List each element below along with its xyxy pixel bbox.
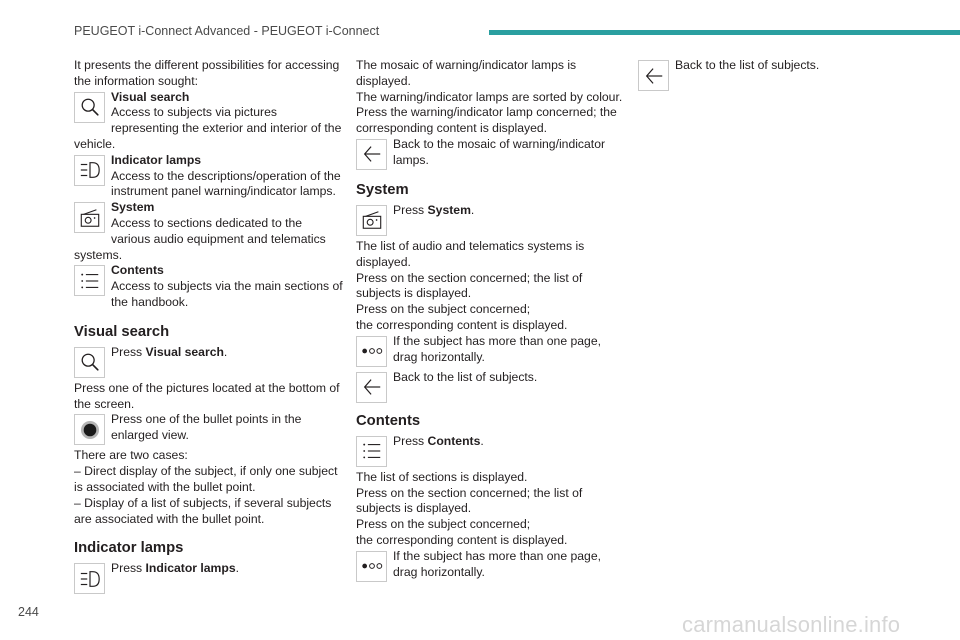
option-title: Contents [111,263,164,278]
list-icon [356,436,387,467]
system-text-2: Press on the section concerned; the list of subjects is displayed. [356,270,583,301]
mosaic-text: The mosaic of warning/indicator lamps is displayed. [356,58,577,88]
indicator-lamps-icon [74,155,105,186]
contents-text-1: The list of sections is displayed. [356,469,528,484]
option-title: Indicator lamps [111,152,202,167]
magnifier-icon [74,347,105,378]
intro-text: It presents the different possibilities for accessing the information sought: [74,58,340,88]
system-drag: If the subject has more than one page, drag horizontally. [356,334,624,370]
radio-icon [356,205,387,236]
back-to-mosaic: Back to the mosaic of warning/indicator lamps. [356,137,624,173]
contents-text-2: Press on the section concerned; the list of subjects is displayed. [356,485,583,516]
page-dots-icon [356,336,387,367]
press-indicator-lamps: Press Indicator lamps. [74,561,344,597]
system-back: Back to the list of subjects. [356,370,624,406]
magnifier-icon [74,92,105,123]
contents-drag: If the subject has more than one page, drag horizontally. [356,549,624,585]
system-text-1: The list of audio and telematics systems is displayed. [356,238,585,269]
option-contents [74,263,344,310]
system-heading: System [356,181,409,198]
option-title: System [111,200,155,215]
contents-heading: Contents [356,412,421,429]
contents-text-3: Press on the subject concerned; [356,517,531,532]
sorted-text: The warning/indicator lamps are sorted by colour. [356,89,623,104]
press-lamp-text: Press the warning/indicator lamp concerned; the corresponding content is displayed. [356,105,617,136]
press-bullet-point: Press one of the bullet points in the enlarged view. [74,412,344,448]
option-text: Access to subjects via pictures representing the exterior and interior of the vehicle. [74,105,342,151]
press-contents: Press Contents. [356,434,624,470]
middle-column [356,58,624,585]
contents-text-4: the corresponding content is displayed. [356,532,568,547]
press-visual-search: Press Visual search. [74,345,344,381]
radio-icon [74,202,105,233]
option-text: Access to subjects via the main sections of the handbook. [111,279,343,309]
page-number: 244 [18,605,39,619]
visual-search-heading: Visual search [74,323,170,340]
option-system [74,200,344,263]
case-2-text: – Display of a list of subjects, if several subjects are associated with the bullet point. [74,495,332,526]
header-accent-bar [489,30,960,35]
watermark: carmanualsonline.info [682,612,901,637]
page-dots-icon [356,551,387,582]
indicator-lamps-icon [74,563,105,594]
system-text-3: Press on the subject concerned; [356,302,531,317]
option-indicator-lamps [74,153,344,200]
back-arrow-icon [638,60,669,91]
pictures-text: Press one of the pictures located at the bottom of the screen. [74,380,340,411]
left-column [74,58,344,597]
option-text: Access to the descriptions/operation of the instrument panel warning/indicator lamps. [111,168,341,199]
back-arrow-icon [356,372,387,403]
list-icon [74,265,105,296]
running-header: PEUGEOT i-Connect Advanced - PEUGEOT i-Connect [74,24,380,38]
option-text: Access to sections dedicated to the various audio equipment and telematics systems. [74,215,326,262]
option-title: Visual search [111,89,190,104]
press-system: Press System. [356,203,624,239]
back-arrow-icon [356,139,387,170]
right-column [638,58,888,94]
bullet-point-icon [74,414,105,445]
indicator-lamps-heading: Indicator lamps [74,540,184,557]
option-visual-search [74,90,344,153]
system-text-4: the corresponding content is displayed. [356,317,568,332]
case-1-text: – Direct display of the subject, if only one subject is associated with the bullet point. [74,464,338,494]
contents-back: Back to the list of subjects. [638,58,888,94]
cases-text: There are two cases: [74,448,188,463]
